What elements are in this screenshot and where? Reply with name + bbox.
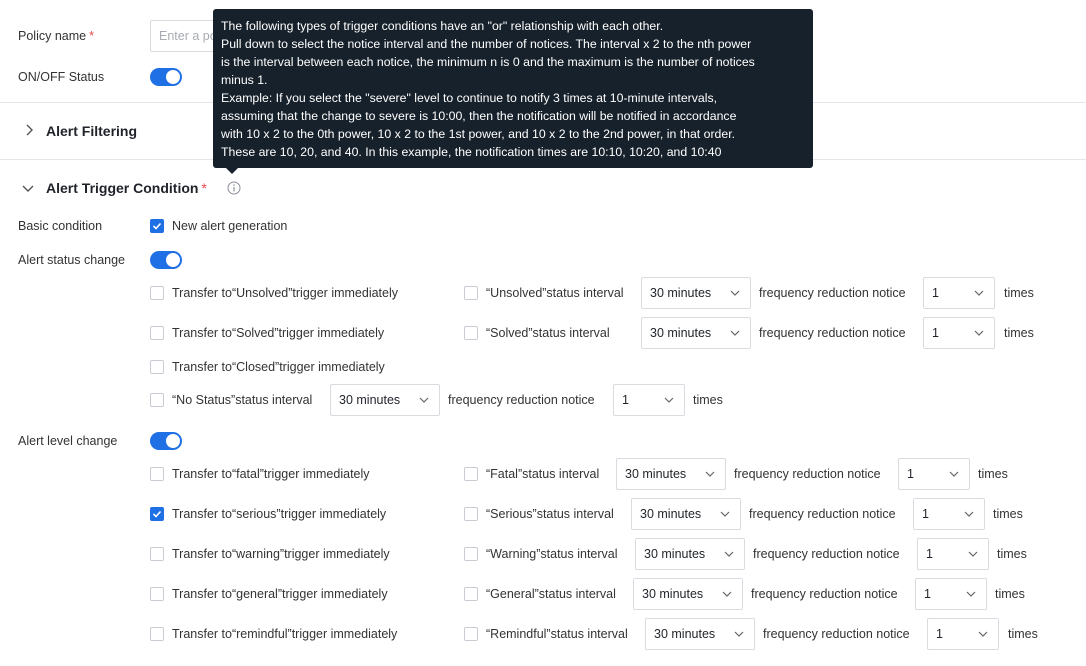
tooltip-line: Example: If you select the "severe" level to continue to notify 3 times at 10-minute intervals, [221,91,718,105]
onoff-status-label: ON/OFF Status [18,70,105,84]
toggle-knob [166,434,180,448]
select-value: 30 minutes [642,587,704,601]
chevron-down-icon [705,470,715,478]
select-value: 30 minutes [640,507,702,521]
select-value: 30 minutes [339,393,401,407]
warning-interval-select[interactable] [635,538,745,570]
section-title-text: Alert Trigger Condition [46,180,199,196]
tooltip-line: minus 1. [221,73,268,87]
serious-trigger-checkbox[interactable] [150,507,164,521]
select-value: 30 minutes [625,467,687,481]
select-value: 1 [932,286,939,300]
select-value: 30 minutes [644,547,706,561]
general-interval-label: “General”status interval [486,587,616,601]
tooltip-arrow [226,168,238,174]
tooltip-line: The following types of trigger conditions have an "or" relationship with each other. [221,19,664,33]
new-alert-generation-label: New alert generation [172,219,288,233]
freq-reduction-label: frequency reduction notice [759,326,906,340]
tooltip-line: Pull down to select the notice interval and the number of notices. The interval x 2 to the nth power [221,37,752,51]
no-status-interval-label: “No Status”status interval [172,393,313,407]
solved-count-select[interactable] [923,317,995,349]
chevron-down-icon [419,396,429,404]
fatal-interval-checkbox[interactable] [464,467,478,481]
chevron-down-icon [964,510,974,518]
general-interval-select[interactable] [633,578,743,610]
select-value: 1 [936,627,943,641]
freq-reduction-label: frequency reduction notice [749,507,896,521]
general-interval-checkbox[interactable] [464,587,478,601]
chevron-down-icon [730,289,740,297]
remindful-count-select[interactable] [927,618,999,650]
no-status-interval-checkbox[interactable] [150,393,164,407]
general-count-select[interactable] [915,578,987,610]
basic-condition-label: Basic condition [18,219,103,233]
remindful-interval-label: “Remindful”status interval [486,627,628,641]
chevron-down-icon [720,510,730,518]
alert-status-change-toggle[interactable] [150,251,182,269]
chevron-down-icon [949,470,959,478]
remindful-trigger-checkbox[interactable] [150,627,164,641]
times-label: times [1004,326,1034,340]
policy-name-label [18,29,94,43]
serious-trigger-label: Transfer to“serious”trigger immediately [172,507,387,521]
toggle-knob [166,70,180,84]
trigger-condition-tooltip [213,9,813,168]
serious-count-select[interactable] [913,498,985,530]
warning-count-select[interactable] [917,538,989,570]
tooltip-line: These are 10, 20, and 40. In this example, the notification times are 10:10, 10:20, and 10:40 [221,145,722,159]
times-label: times [995,587,1025,601]
select-value: 1 [924,587,931,601]
chevron-down-icon [974,329,984,337]
unsolved-interval-select[interactable] [641,277,751,309]
solved-interval-select[interactable] [641,317,751,349]
chevron-down-icon [978,630,988,638]
freq-reduction-label: frequency reduction notice [751,587,898,601]
general-trigger-checkbox[interactable] [150,587,164,601]
select-value: 1 [922,507,929,521]
unsolved-interval-checkbox[interactable] [464,286,478,300]
fatal-interval-select[interactable] [616,458,726,490]
required-mark: * [201,180,207,196]
select-value: 1 [907,467,914,481]
freq-reduction-label: frequency reduction notice [753,547,900,561]
general-trigger-label: Transfer to“general”trigger immediately [172,587,388,601]
chevron-right-icon[interactable] [24,124,34,139]
info-icon[interactable] [227,181,241,198]
unsolved-count-select[interactable] [923,277,995,309]
closed-trigger-label: Transfer to“Closed”trigger immediately [172,360,385,374]
alert-status-change-label: Alert status change [18,253,126,267]
section-alert-trigger-condition[interactable] [46,180,207,196]
freq-reduction-label: frequency reduction notice [448,393,595,407]
chevron-down-icon [968,550,978,558]
alert-level-change-label: Alert level change [18,434,118,448]
tooltip-line: with 10 x 2 to the 0th power, 10 x 2 to the 1st power, and 10 x 2 to the 2nd power, in that order. [221,127,736,141]
fatal-trigger-checkbox[interactable] [150,467,164,481]
select-value: 1 [622,393,629,407]
tooltip-line: assuming that the change to severe is 10:00, then the notification will be notified in accordance [221,109,737,123]
alert-level-change-toggle[interactable] [150,432,182,450]
warning-interval-label: “Warning”status interval [486,547,618,561]
unsolved-trigger-label: Transfer to“Unsolved”trigger immediately [172,286,399,300]
unsolved-trigger-checkbox[interactable] [150,286,164,300]
times-label: times [1004,286,1034,300]
select-value: 30 minutes [650,326,712,340]
chevron-down-icon [730,329,740,337]
remindful-trigger-label: Transfer to“remindful”trigger immediately [172,627,398,641]
select-value: 1 [932,326,939,340]
times-label: times [993,507,1023,521]
times-label: times [1008,627,1038,641]
times-label: times [997,547,1027,561]
select-value: 30 minutes [654,627,716,641]
onoff-status-toggle[interactable] [150,68,182,86]
times-label: times [978,467,1008,481]
chevron-down-icon [966,590,976,598]
warning-interval-checkbox[interactable] [464,547,478,561]
no-status-interval-select[interactable] [330,384,440,416]
new-alert-generation-checkbox[interactable] [150,219,164,233]
freq-reduction-label: frequency reduction notice [763,627,910,641]
section-alert-filtering[interactable]: Alert Filtering [46,123,138,139]
serious-interval-checkbox[interactable] [464,507,478,521]
chevron-down-icon [734,630,744,638]
no-status-count-select[interactable] [613,384,685,416]
fatal-trigger-label: Transfer to“fatal”trigger immediately [172,467,370,481]
times-label: times [693,393,723,407]
freq-reduction-label: frequency reduction notice [734,467,881,481]
required-mark: * [89,29,94,43]
select-value: 1 [926,547,933,561]
solved-interval-checkbox[interactable] [464,326,478,340]
policy-name-label-text: Policy name [18,29,87,43]
solved-trigger-checkbox[interactable] [150,326,164,340]
serious-interval-label: “Serious”status interval [486,507,614,521]
unsolved-interval-label: “Unsolved”status interval [486,286,624,300]
freq-reduction-label: frequency reduction notice [759,286,906,300]
chevron-down-icon [974,289,984,297]
chevron-down-icon [664,396,674,404]
select-value: 30 minutes [650,286,712,300]
fatal-interval-label: “Fatal”status interval [486,467,600,481]
remindful-interval-select[interactable] [645,618,755,650]
chevron-down-icon [722,590,732,598]
fatal-count-select[interactable] [898,458,970,490]
warning-trigger-checkbox[interactable] [150,547,164,561]
remindful-interval-checkbox[interactable] [464,627,478,641]
solved-interval-label: “Solved”status interval [486,326,610,340]
warning-trigger-label: Transfer to“warning”trigger immediately [172,547,390,561]
tooltip-line: is the interval between each notice, the minimum n is 0 and the maximum is the number of notices [221,55,755,69]
chevron-down-icon[interactable] [22,182,34,196]
serious-interval-select[interactable] [631,498,741,530]
closed-trigger-checkbox[interactable] [150,360,164,374]
solved-trigger-label: Transfer to“Solved”trigger immediately [172,326,385,340]
chevron-down-icon [724,550,734,558]
toggle-knob [166,253,180,267]
